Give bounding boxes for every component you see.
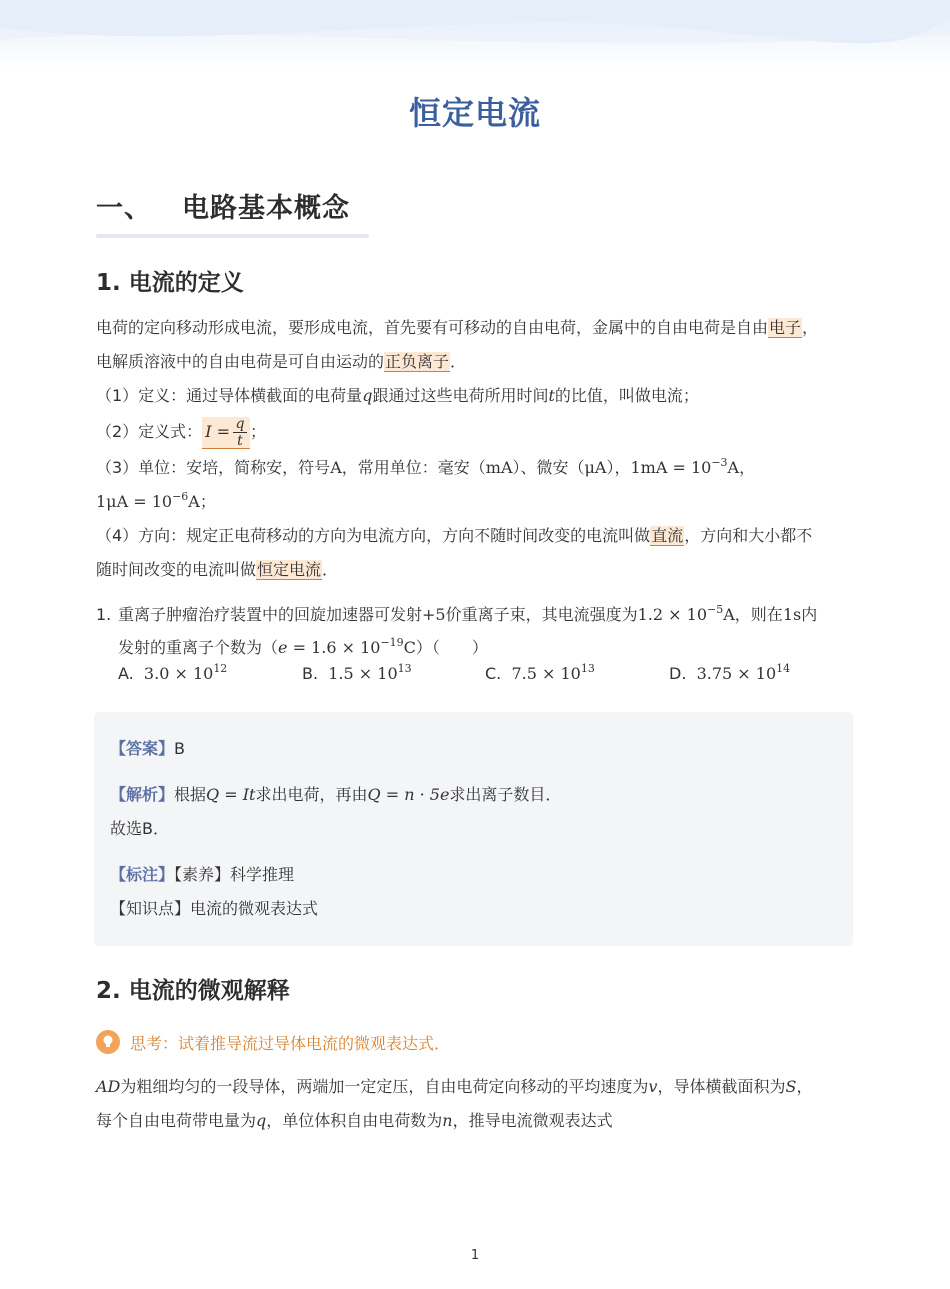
think-prompt xyxy=(96,1030,450,1054)
question-1 xyxy=(96,598,856,664)
micro-line-1: AD为粗细均匀的一段导体，两端加一定定压，自由电荷定向移动的平均速度为v，导体横截面积为S， xyxy=(96,1077,813,1096)
option-a[interactable]: A. $3.0 \times 10^{12}$ xyxy=(118,662,228,683)
note-line-1: 【标注】【素养】科学推理 xyxy=(110,865,295,884)
header-band xyxy=(0,0,950,70)
intro-line-1: 电荷的定向移动形成电流，要形成电流，首先要有可移动的自由电荷，金属中的自由电荷是自由电子， xyxy=(96,318,819,337)
header-wave-decoration xyxy=(0,0,950,70)
question-line-2: 发射的重离子个数为$(e = 1.6 \times 10^{-19}C)$（ ） xyxy=(118,636,488,657)
direction-line-1: （4）方向：规定正电荷移动的方向为电流方向，方向不随时间改变的电流叫做直流，方向和大小都不 xyxy=(96,526,813,545)
highlight-dc: 直流 xyxy=(651,526,684,545)
note-line-2: 【知识点】电流的微观表达式 xyxy=(110,899,319,918)
unit-line-2: $1\mu A = 10^{-6}A$； xyxy=(96,490,216,511)
current-formula: I = $\frac{q}{t}$ xyxy=(202,417,250,449)
conclusion-line: 故选B． xyxy=(110,819,169,838)
option-b[interactable]: B. $1.5 \times 10^{13}$ xyxy=(302,662,412,683)
page-number: 1 xyxy=(470,1248,480,1263)
direction-line-2: 随时间改变的电流叫做恒定电流． xyxy=(96,560,339,579)
option-c[interactable]: C. $7.5 \times 10^{13}$ xyxy=(485,662,595,683)
document-title: 恒定电流 xyxy=(408,94,541,132)
micro-explanation xyxy=(96,1070,856,1138)
intro-line-2: 电解质溶液中的自由电荷是可自由运动的正负离子． xyxy=(96,352,467,371)
highlight-steady-current: 恒定电流 xyxy=(257,560,322,579)
section-underline xyxy=(96,234,369,238)
formula-line: （2）定义式： I = $\frac{q}{t}$ ； xyxy=(96,415,267,449)
section-number: 一、 xyxy=(96,193,152,224)
analysis-line: 【解析】根据Q = It求出电荷，再由Q = n · 5e求出离子数目． xyxy=(110,785,562,804)
highlight-ions: 正负离子 xyxy=(385,352,450,371)
answer-value: B xyxy=(174,739,185,758)
question-line-1: 1. 重离子肿瘤治疗装置中的回旋加速器可发射+5价重离子束，其电流强度为$1.2 \times 10^{-5}A$，则在1s内 xyxy=(96,603,818,624)
option-d[interactable]: D. $3.75 \times 10^{14}$ xyxy=(669,662,791,683)
definition-block xyxy=(96,311,856,587)
subsection-heading-1: 1. 电流的定义 xyxy=(96,270,244,296)
micro-line-2: 每个自由电荷带电量为q，单位体积自由电荷数为n，推导电流微观表达式 xyxy=(96,1111,613,1130)
answer-options xyxy=(118,664,858,694)
answer-tag: 【答案】 xyxy=(110,739,175,758)
section-heading-1 xyxy=(96,186,350,225)
answer-line xyxy=(110,736,185,759)
think-text: 思考：试着推导流过导体电流的微观表达式． xyxy=(130,1033,451,1053)
subsection-heading-2: 2. 电流的微观解释 xyxy=(96,978,290,1004)
lightbulb-icon xyxy=(96,1030,120,1054)
note-tag: 【标注】 xyxy=(110,865,175,884)
section-title: 电路基本概念 xyxy=(182,193,350,224)
unit-line-1: （3）单位：安培，简称安，符号A，常用单位：毫安（mA）、微安（μA），$1mA = 10^{-3}A$， xyxy=(96,456,756,477)
answer-panel xyxy=(94,712,853,946)
highlight-electron: 电子 xyxy=(769,318,802,337)
definition-line: （1）定义：通过导体横截面的电荷量q跟通过这些电荷所用时间t的比值，叫做电流； xyxy=(96,386,699,405)
analysis-tag: 【解析】 xyxy=(110,785,175,804)
